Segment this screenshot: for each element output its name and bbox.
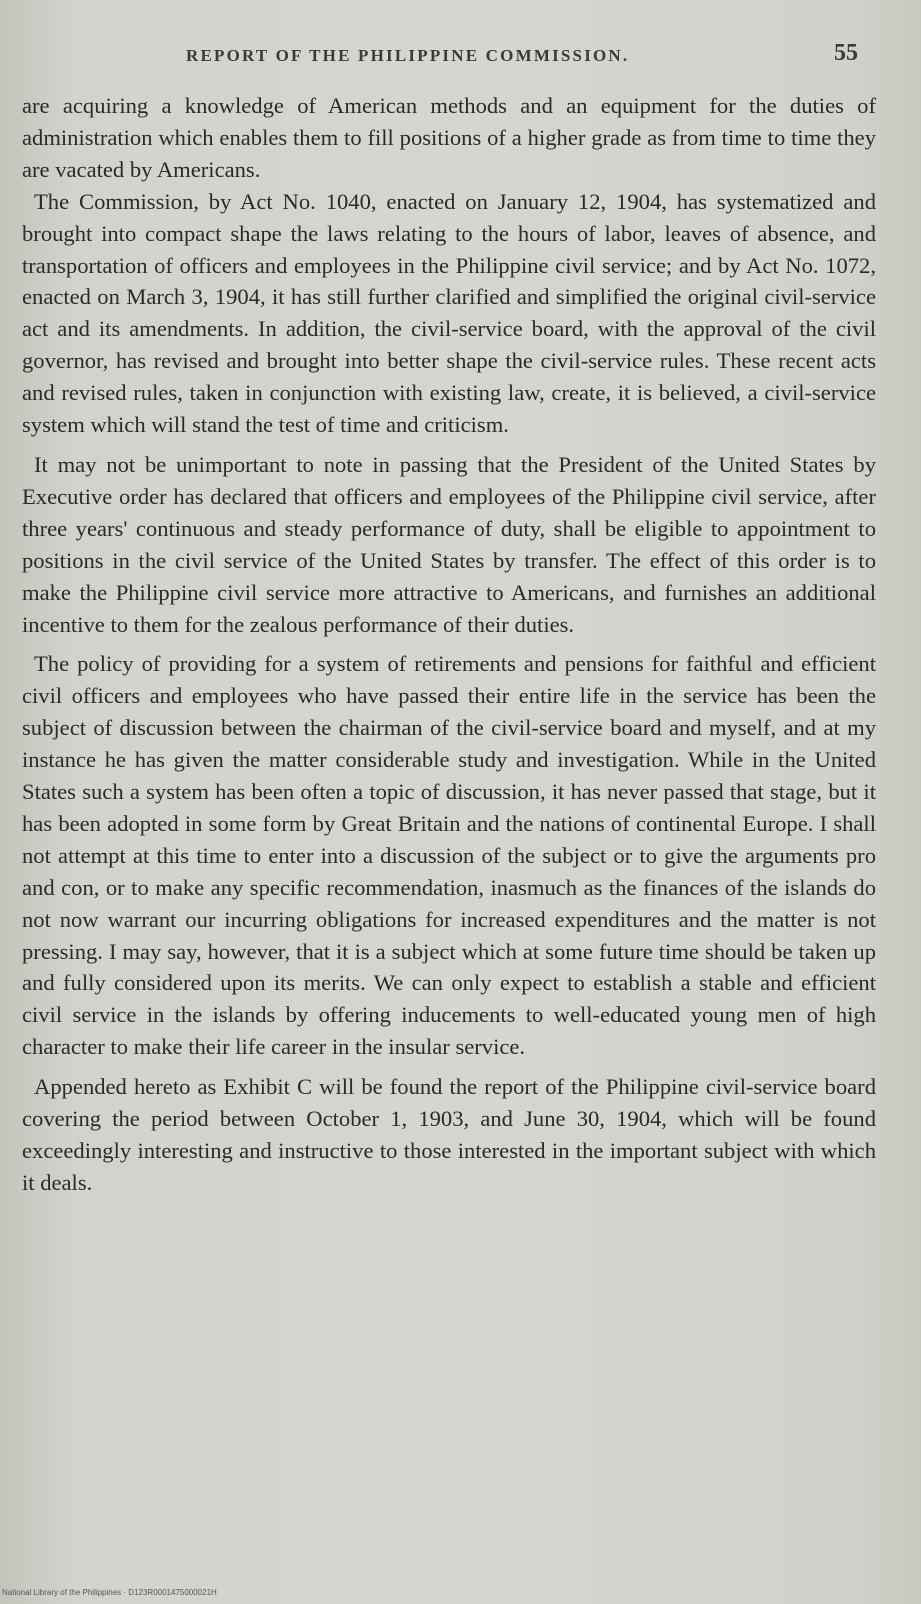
paragraph-executive-order: It may not be unimportant to note in passing that the President of the United States by Executive order has declared that officers and employees of the Philippine civil service, after three years' continuous and steady performance of duty, shall be eligible to appointment to positions in the civil service of the United States by transfer. The effect of this order is to make the Philippine civil service more attractive to Americans, and furnishes an additional incentive to them for the zealous performance of their duties. bbox=[22, 451, 876, 637]
paragraph-civil-service-acts: The Commission, by Act No. 1040, enacted on January 12, 1904, has systematized and brought into compact shape the laws relating to the hours of labor, leaves of absence, and transportation of officers and employees in the Philippine civil service; and by Act No. 1072, enacted on March 3, 1904, it has still further clarified and simplified the original civil-service act and its amendments. In addition, the civil-service board, with the approval of the civil governor, has revised and brought into better shape the civil-service rules. These recent acts and revised rules, taken in conjunction with existing law, create, it is believed, a civil-service system which will stand the test of time and criticism. bbox=[22, 188, 876, 438]
paragraph-exhibit-c: Appended hereto as Exhibit C will be found the report of the Philippine civil-service board covering the period between October 1, 1903, and June 30, 1904, which will be found exceedingly interesting and instructive to those interested in the important subject with which it deals. bbox=[22, 1074, 876, 1195]
paragraph-retirement-pensions: The policy of providing for a system of retirements and pensions for faithful and efficient civil officers and employees who have passed their entire life in the service has been the subject of discussion between the chairman of the civil-service board and myself, and at my instance he has given the matter considerable study and investigation. While in the United States such a system has been often a topic of discussion, it has never passed that stage, but it has been adopted in some form by Great Britain and the nations of continental Europe. I shall not attempt at this time to enter into a discussion of the subject or to give the arguments pro and con, or to make any specific recommendation, inasmuch as the finances of the islands do not now warrant our incurring obligations for increased expenditures and the matter is not pressing. I may say, however, that it is a subject which at some future time should be taken up and fully considered upon its merits. We can only expect to establish a stable and efficient civil service in the islands by offering inducements to well-educated young men of high character to make their life career in the insular service. bbox=[22, 651, 876, 1060]
body-text bbox=[22, 90, 876, 1199]
paragraph-continued: are acquiring a knowledge of American methods and an equipment for the duties of administration which enables them to fill positions of a higher grade as from time to time they are vacated by Americans. bbox=[22, 93, 876, 182]
running-head-title: REPORT OF THE PHILIPPINE COMMISSION. bbox=[186, 46, 630, 65]
scan-footer-label: National Library of the Philippines · D123R0001475000021H bbox=[2, 1588, 217, 1597]
page-number: 55 bbox=[834, 40, 858, 66]
